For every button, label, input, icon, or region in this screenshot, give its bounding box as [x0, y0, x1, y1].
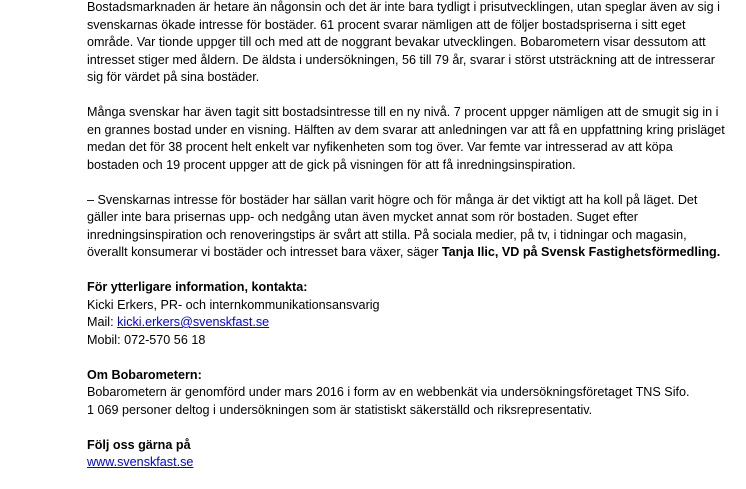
- paragraph-quote: [87, 192, 721, 262]
- press-release-body: [87, 0, 725, 489]
- text-line: gäller inte bara prisernas upp- och nedgång utan även mycket annat som rör bostaden. Suget efter: [87, 210, 638, 224]
- text-line: bostaden och 19 procent uppger att de gick på visningen för att få inredningsinspiration.: [87, 157, 576, 172]
- follow-heading: Följ oss gärna på: [87, 437, 191, 452]
- text-line: en grannes bostad under en visning. Hälften av dem svarar att anledningen var att få en uppfattning kring prisläget: [87, 122, 725, 137]
- about-line: 1 069 personer deltog i undersökningen som är statistiskt säkerställd och riksrepresentativ.: [87, 402, 593, 417]
- text-line: inredningsinspiration och renoveringstips är svårt att stilla. På sociala medier, på tv, i tidningar och magasin,: [87, 227, 687, 242]
- quote-closing-text: överallt konsumerar vi bostäder och intresset bara växer, säger: [87, 245, 442, 259]
- text-line: medan det för 38 procent helt enkelt var nyfikenheten som tog över. Var femte var intresserad av att köpa: [87, 140, 673, 154]
- about-line: Bobarometern är genomförd under mars 2016 i form av en webbenkät via undersökningsföretaget TNS Sifo.: [87, 385, 690, 399]
- contact-heading: För ytterligare information, kontakta:: [87, 280, 308, 294]
- text-line: Många svenskar har även tagit sitt bostadsintresse till en ny nivå. 7 procent uppger nämligen att de smugit sig in i: [87, 105, 719, 119]
- text-line: [87, 244, 721, 262]
- paragraph-interest: [87, 0, 720, 87]
- paragraph-viewings: [87, 104, 725, 174]
- mail-link[interactable]: kicki.erkers@svenskfast.se: [117, 315, 270, 329]
- text-line: Bostadsmarknaden är hetare än någonsin och det är inte bara tydligt i prisutvecklingen, utan speglar även av sig i: [87, 0, 720, 14]
- text-line: – Svenskarnas intresse för bostäder har sällan varit högre och för många är det viktigt att ha koll på läget. Det: [87, 192, 698, 207]
- quote-speaker: Tanja Ilic, VD på Svensk Fastighetsförmedling.: [441, 245, 721, 259]
- contact-section: [87, 279, 697, 349]
- about-section: [87, 367, 697, 420]
- website-line: [87, 454, 697, 472]
- about-heading: Om Bobarometern:: [87, 367, 202, 382]
- website-link[interactable]: www.svenskfast.se: [87, 455, 194, 469]
- mail-label: Mail:: [87, 315, 118, 329]
- text-line: område. Var tionde uppger till och med att de noggrant bevakar utvecklingen. Bobarometern visar dessutom att: [87, 35, 706, 49]
- follow-section: [87, 437, 697, 472]
- contact-mobile: Mobil: 072-570 56 18: [87, 332, 206, 347]
- contact-name: Kicki Erkers, PR- och internkommunikationsansvarig: [87, 297, 380, 312]
- text-line: intresset stiger med åldern. De äldsta i undersökningen, 56 till 79 år, svarar i störst utsträckning att de intresserar: [87, 52, 715, 67]
- text-line: svenskarnas ökade intresse för bostäder. 61 procent svarar nämligen att de följer bostadspriserna i sitt eget: [87, 17, 686, 32]
- contact-mail-line: [87, 314, 697, 332]
- text-line: sig för värdet på sina bostäder.: [87, 70, 260, 84]
